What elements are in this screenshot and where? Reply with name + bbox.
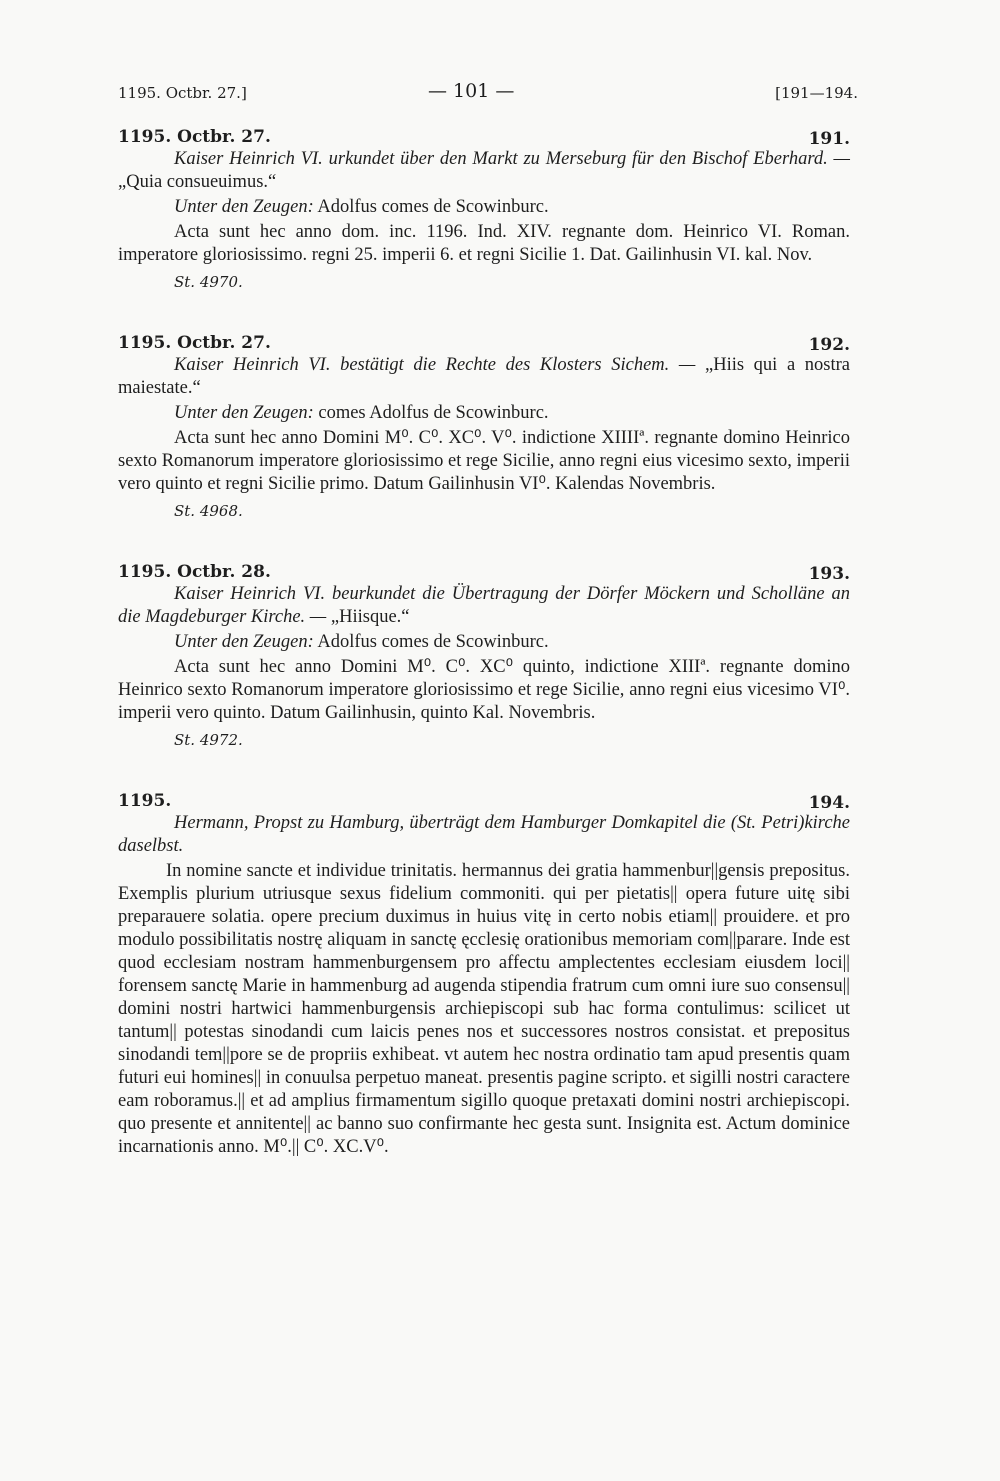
entry-heading [118, 124, 850, 148]
witness-line [118, 631, 850, 654]
running-head-range: [191—194. [775, 84, 858, 102]
page-body [118, 124, 850, 1195]
regest-text: Kaiser Heinrich VI. beurkundet die Übertragung der Dörfer Möckern und Scholläne an die Magdeburger Kirche. — [118, 584, 850, 627]
entry-date: 1195. Octbr. 28. [118, 562, 271, 582]
incipit: „Hiisque.“ [330, 607, 410, 627]
entry-heading [118, 330, 850, 354]
datum-clause: Acta sunt hec anno Domini M⁰. C⁰. XC⁰. V⁰. indictione XIIIIª. regnante domino Heinrico sexto Romanorum imperatore gloriosissimo et rege Sicilie, anno regni eius vicesimo sexto, imperii vero quinto et regni Sicilie primo. Datum Gailinhusin VI⁰. Kalendas Novembris. [118, 428, 850, 494]
stumpf-reference: St. 4972. [174, 731, 243, 749]
entry-number: 193. [808, 564, 850, 584]
entry-191 [118, 124, 850, 294]
running-head [118, 80, 858, 106]
entry-regest [118, 148, 850, 194]
entry-regest [118, 354, 850, 400]
page-number: — 101 — [428, 80, 515, 102]
witness-label: Unter den Zeugen: [174, 632, 314, 652]
entry-date: 1195. [118, 791, 172, 811]
witness-label: Unter den Zeugen: [174, 197, 314, 217]
witness-names: comes Adolfus de Scowinburc. [318, 403, 549, 423]
running-head-date: 1195. Octbr. 27.] [118, 84, 247, 102]
entry-date: 1195. Octbr. 27. [118, 333, 271, 353]
charter-text: In nomine sancte et individue trinitatis. hermannus dei gratia hammenbur||gensis prepositus. Exemplis plurium utriusque sexus fidelium commoniti. qui per pietatis|| opera future uitę sibi preparauere solatia. opere precium duximus in huius vitę in certo nobis etiam|| prouidere. et pro modulo possibilitatis nostrę aliquam in sanctę ęcclesię orationibus memoriam com||parare. Inde est quod ecclesiam nostram hammenburgensem pro affectu amplectentes ecclesiam eiusdem loci|| forensem sanctę Marie in hammenburg ad augenda stipendia fratrum cum omni iure suo consensu|| domini nostri hartwici hammenburgensis archiepiscopi sub hac forma contulimus: scilicet ut tantum|| potestas sinodandi cum laicis penes nos et successores nostros consistat. et prepositus sinodandi tem||pore se de propriis exhibeat. vt autem hec nostra ordinatio tam apud presentis quam futuri eui homines|| in conuulsa perpetuo maneat. presentis pagine scripto. et sigilli nostri caractere eam roboramus.|| et ad amplius firmamentum sigillo quoque pretaxati domini nostri archiepiscopi. quo presente et annitente|| ac banno suo confirmante hec gesta sunt. Insignita est. Actum dominice incarnationis anno. M⁰.|| C⁰. XC.V⁰. [118, 861, 850, 1157]
witness-line [118, 402, 850, 425]
entry-number: 192. [808, 335, 850, 355]
datum-clause: Acta sunt hec anno Domini M⁰. C⁰. XC⁰ quinto, indictione XIIIª. regnante domino Heinrico sexto Romanorum imperatore gloriosissimo et rege Sicilie, anno regni eius vicesimo VI⁰. imperii vero quinto. Datum Gailinhusin, quinto Kal. Novembris. [118, 657, 850, 723]
entry-number: 194. [808, 793, 850, 813]
stumpf-reference: St. 4968. [174, 502, 243, 520]
regest-text: Kaiser Heinrich VI. bestätigt die Rechte des Klosters Sichem. — [174, 355, 696, 375]
witness-label: Unter den Zeugen: [174, 403, 314, 423]
regest-text: Kaiser Heinrich VI. urkundet über den Markt zu Merseburg für den Bischof Eberhard. — [174, 149, 850, 169]
entry-date: 1195. Octbr. 27. [118, 127, 271, 147]
entry-193 [118, 559, 850, 752]
entry-heading [118, 559, 850, 583]
entry-192 [118, 330, 850, 523]
entry-number: 191. [808, 129, 850, 149]
entry-regest [118, 583, 850, 629]
entry-heading [118, 788, 850, 812]
entry-194 [118, 788, 850, 1159]
witness-names: Adolfus comes de Scowinburc. [317, 197, 549, 217]
incipit: „Quia consueuimus.“ [118, 172, 277, 192]
witness-names: Adolfus comes de Scowinburc. [317, 632, 549, 652]
witness-line [118, 196, 850, 219]
entry-regest: Hermann, Propst zu Hamburg, überträgt dem Hamburger Domkapitel die (St. Petri)kirche daselbst. [118, 813, 850, 856]
incipit: „Hiis qui a nostra maiestate.“ [118, 355, 851, 398]
stumpf-reference: St. 4970. [174, 273, 243, 291]
datum-clause: Acta sunt hec anno dom. inc. 1196. Ind. XIV. regnante dom. Heinrico VI. Roman. imperatore gloriosissimo. regni 25. imperii 6. et regni Sicilie 1. Dat. Gailinhusin VI. kal. Nov. [118, 222, 850, 265]
